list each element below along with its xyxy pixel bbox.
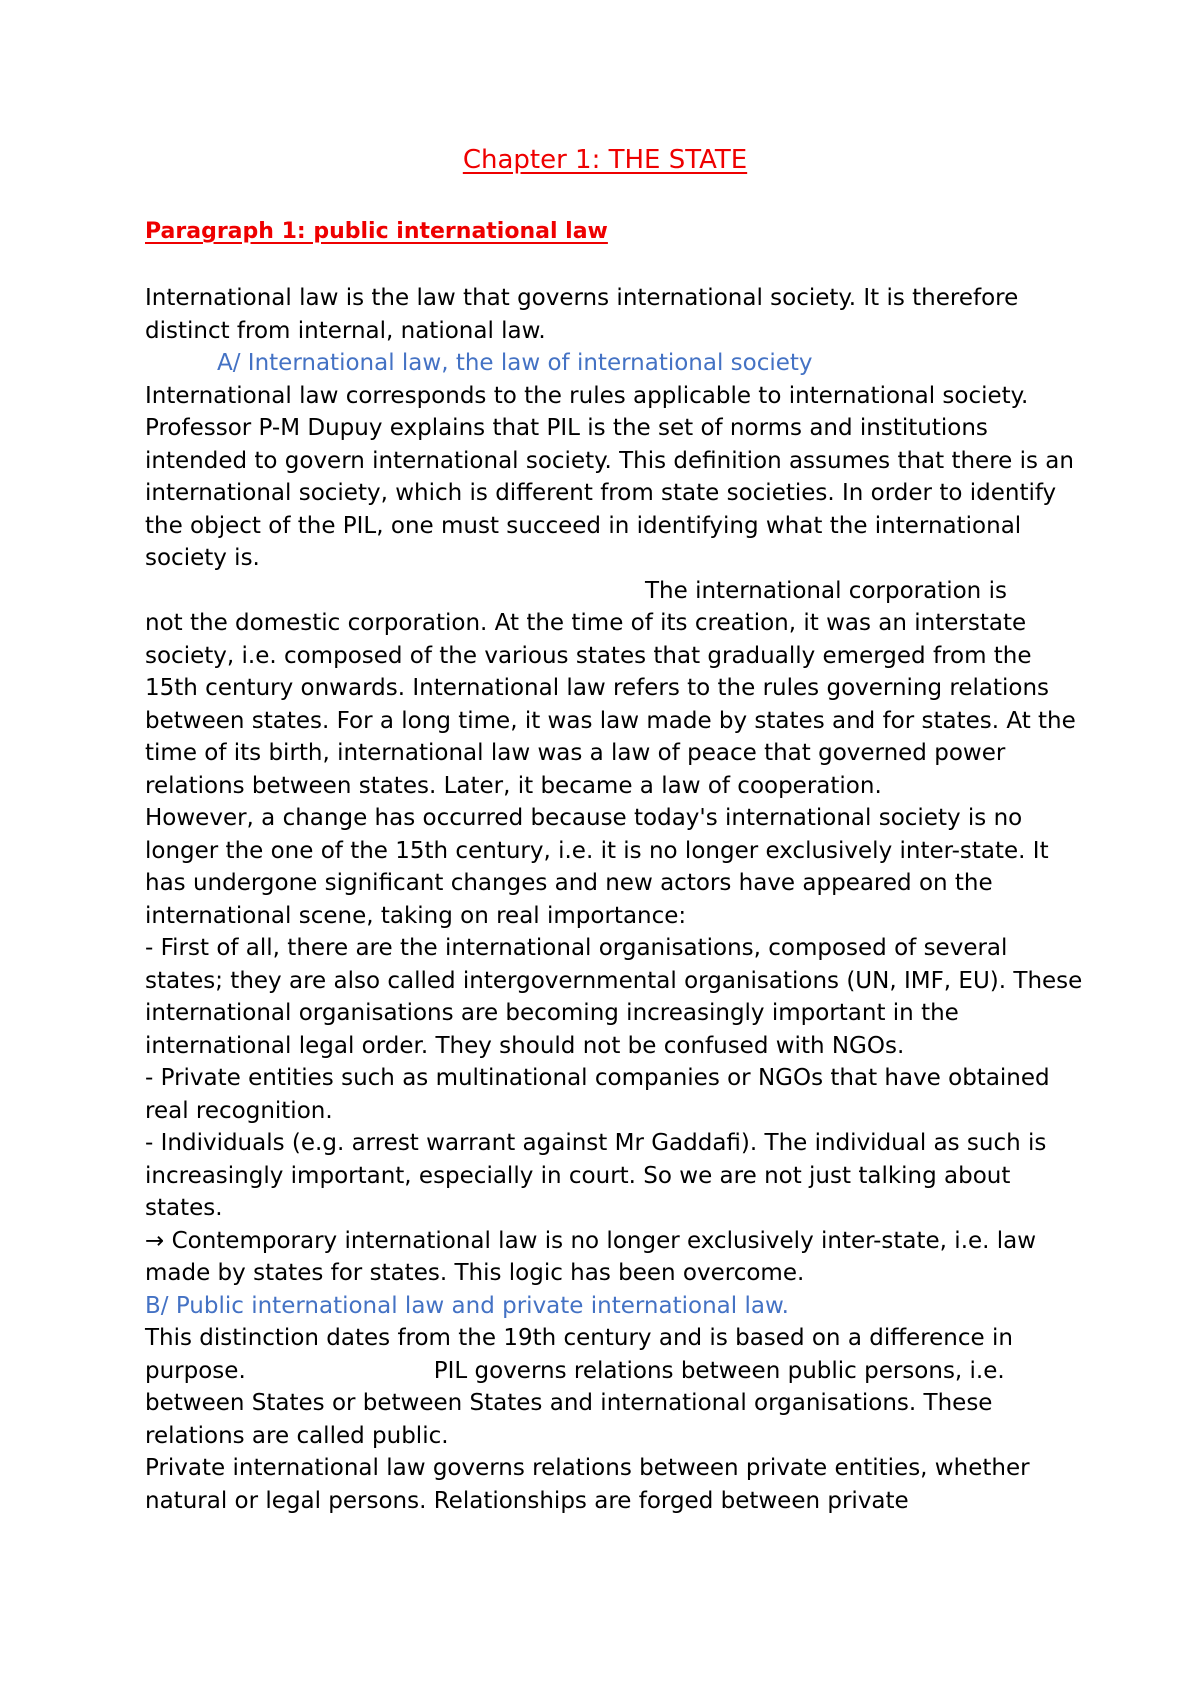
paragraph-heading: Paragraph 1: public international law [145,219,608,244]
chapter-title: Chapter 1: THE STATE [462,145,748,175]
section-a-paragraph-1: International law corresponds to the rules applicable to international society. Professor P-M Dupuy explains that PIL is the set of norms and institutions intended to govern international society. This definition assumes that there is an international society, which is different from state societies. In order to identify the object of the PIL, one must succeed in identifying what the international society is. [145,382,1074,571]
bullet-international-organisations: - First of all, there are the international organisations, composed of several states; they are also called intergovernmental organisations (UN, IMF, EU). These international organisations are becoming increasingly important in the international legal order. They should not be confused with NGOs. [145,935,1083,1059]
intro-paragraph: International law is the law that governs international society. It is therefore distinct from internal, national law. [145,285,1019,344]
section-b-p1-end: PIL governs relations between public persons, i.e. between States or between States and international organisations. These relations are called public. [145,1357,1005,1449]
section-b-heading: B/ Public international law and private international law. [145,1292,789,1319]
section-b-p1-start: This distinction dates from the 19th century and is based on a difference in purpose. [145,1325,1013,1384]
bullet-individuals: - Individuals (e.g. arrest warrant against Mr Gaddafi). The individual as such is increasingly important, especially in court. So we are not just talking about states. [145,1130,1047,1221]
section-a-conclusion: → Contemporary international law is no longer exclusively inter-state, i.e. law made by states for states. This logic has been overcome. [145,1227,1037,1286]
section-b-paragraph-2: Private international law governs relations between private entities, whether natural or legal persons. Relationships are forged between private [145,1455,1030,1514]
section-b-paragraph-1 [145,1322,1085,1452]
section-a-paragraph-3: However, a change has occurred because today's international society is no longer the one of the 15th century, i.e. it is no longer exclusively inter-state. It has undergone significant changes and new actors have appeared on the international scene, taking on real importance: [145,805,1049,929]
section-a-paragraph-2-indented: The international corporation is [645,577,1007,604]
section-a-heading: A/ International law, the law of international society [217,350,813,376]
bullet-private-entities: - Private entities such as multinational companies or NGOs that have obtained real recognition. [145,1065,1050,1124]
body-text [145,282,1085,1517]
section-a-paragraph-2: not the domestic corporation. At the time of its creation, it was an interstate society, i.e. composed of the various states that gradually emerged from the 15th century onwards. International law refers to the rules governing relations between states. For a long time, it was law made by states and for states. At the time of its birth, international law was a law of peace that governed power relations between states. Later, it became a law of cooperation. [145,610,1076,799]
